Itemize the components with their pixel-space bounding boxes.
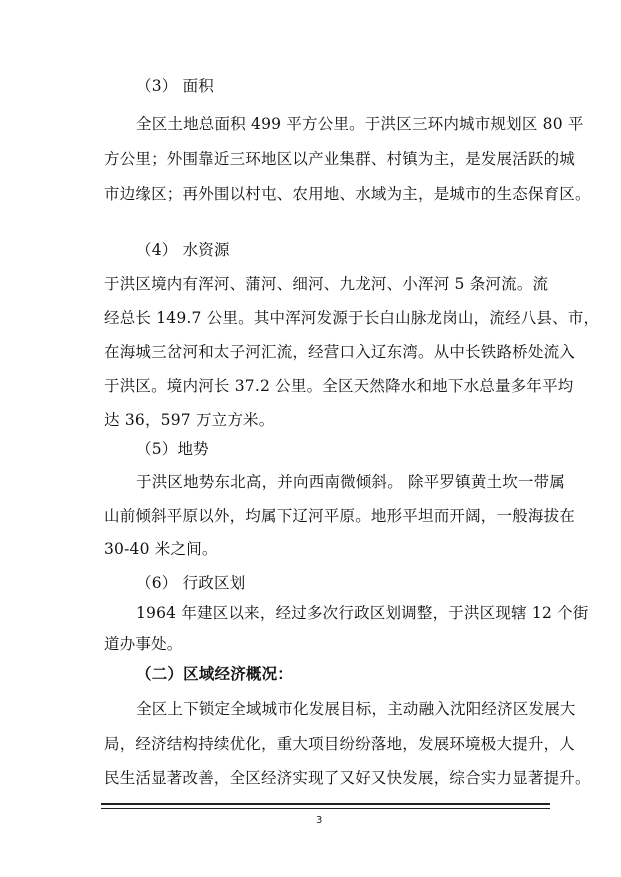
paragraph-line: 于洪区地势东北高，并向西南微倾斜。 除平罗镇黄土坎一带属 — [136, 473, 566, 491]
paragraph-line: 道办事处。 — [104, 635, 183, 653]
paragraph-line: 经总长 149.7 公里。其中浑河发源于长白山脉龙岗山，流经八县、市， — [104, 309, 600, 327]
paragraph-line: 局，经济结构持续优化，重大项目纷纷落地，发展环境极大提升，人 — [104, 735, 576, 753]
paragraph-line: 在海城三岔河和太子河汇流，经营口入辽东湾。从中长铁路桥处流入 — [104, 343, 576, 361]
section-heading-economy: （二）区域经济概况： — [136, 664, 294, 683]
paragraph-line: 民生活显著改善，全区经济实现了又好又快发展，综合实力显著提升。 — [104, 769, 591, 787]
page-number: 3 — [316, 815, 323, 826]
paragraph-line: 市边缘区；再外围以村屯、农用地、水域为主，是城市的生态保育区。 — [104, 185, 591, 203]
footer-divider — [101, 803, 550, 805]
paragraph-line: 于洪区境内有浑河、蒲河、细河、九龙河、小浑河 5 条河流。流 — [104, 275, 549, 293]
paragraph-line: 全区上下锁定全域城市化发展目标，主动融入沈阳经济区发展大 — [136, 700, 576, 718]
paragraph-line: 30-40 米之间。 — [104, 540, 218, 558]
section-heading-area: （3） 面积 — [136, 77, 214, 95]
paragraph-line: 山前倾斜平原以外，均属下辽河平原。地形平坦而开阔，一般海拔在 — [104, 507, 576, 525]
section-heading-water: （4） 水资源 — [136, 241, 230, 259]
paragraph-line: 全区土地总面积 499 平方公里。于洪区三环内城市规划区 80 平 — [136, 115, 584, 133]
footer-divider-thin — [101, 808, 550, 809]
section-heading-admin: （6） 行政区划 — [136, 574, 246, 592]
section-heading-terrain: （5）地势 — [136, 440, 209, 458]
paragraph-line: 达 36，597 万立方米。 — [104, 411, 275, 429]
paragraph-line: 1964 年建区以来，经过多次行政区划调整，于洪区现辖 12 个街 — [136, 604, 589, 622]
paragraph-line: 方公里；外围靠近三环地区以产业集群、村镇为主，是发展活跃的城 — [104, 150, 576, 168]
paragraph-line: 于洪区。境内河长 37.2 公里。全区天然降水和地下水总量多年平均 — [104, 377, 574, 395]
